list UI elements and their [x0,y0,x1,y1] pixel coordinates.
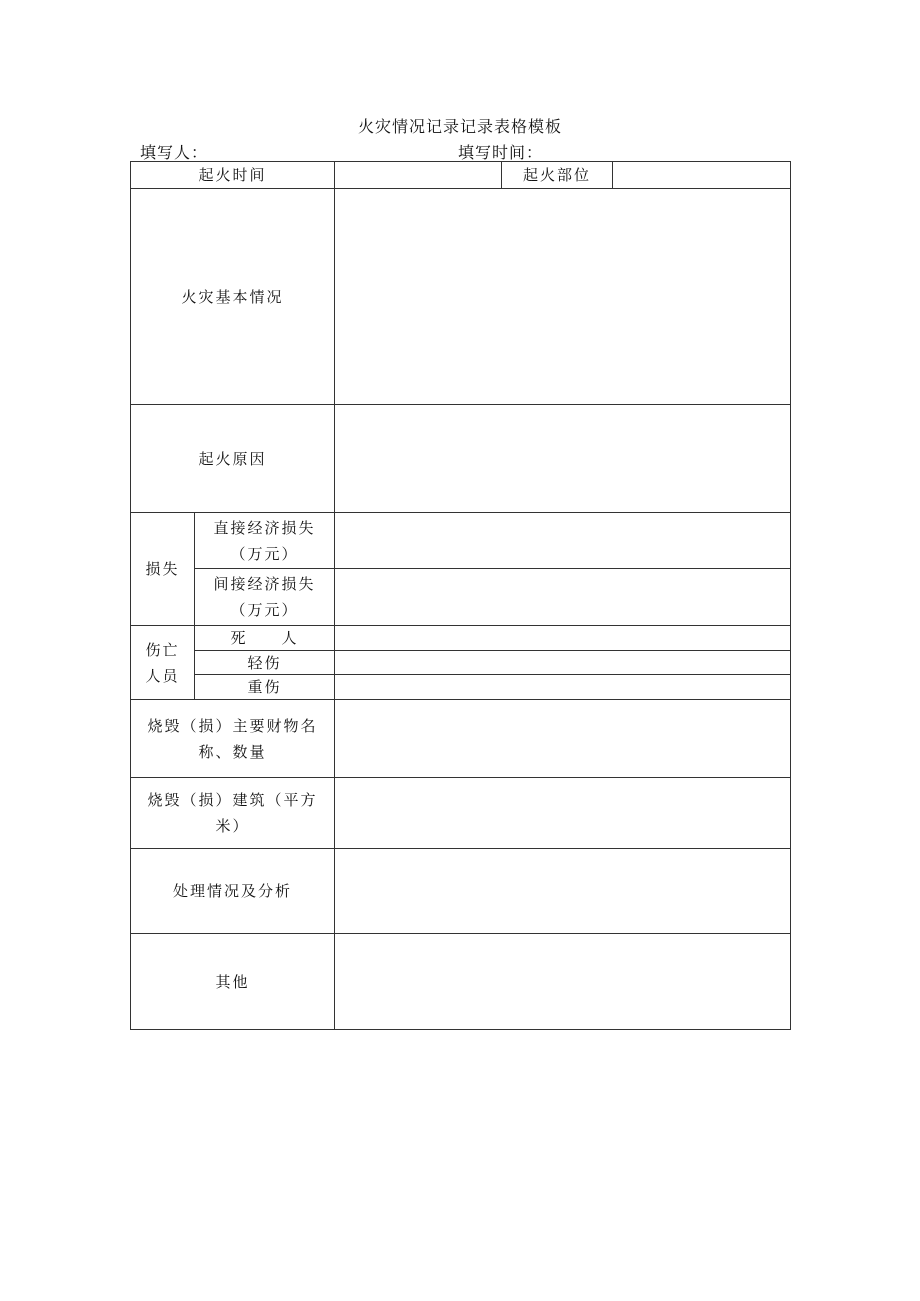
fire-time-label: 起火时间 [131,162,335,189]
row-indirect-loss [131,569,791,626]
burned-property-field[interactable] [335,700,791,778]
indirect-loss-label-text: 间接经济损失（万元） [213,575,316,619]
filler-label: 填写人： [140,143,209,162]
casualties-label-text: 伤亡人员 [145,640,180,685]
fill-time-label: 填写时间： [458,143,544,162]
minor-injury-label: 轻伤 [195,651,335,675]
fire-location-label: 起火部位 [502,162,613,189]
burned-building-label-text: 烧毁（损）建筑（平方米） [147,791,318,835]
direct-loss-label-text: 直接经济损失（万元） [213,518,316,563]
dead-field[interactable] [335,626,791,651]
other-field[interactable] [335,934,791,1030]
casualties-label [131,626,195,700]
fire-time-field[interactable] [335,162,502,189]
burned-building-field[interactable] [335,778,791,849]
row-dead [131,626,791,651]
row-direct-loss [131,513,791,569]
basic-situation-label: 火灾基本情况 [131,189,335,405]
fire-record-table [130,161,791,1030]
row-fire-time [131,162,791,189]
burned-property-label [131,700,335,778]
handling-field[interactable] [335,849,791,934]
minor-injury-field[interactable] [335,651,791,675]
other-label: 其他 [131,934,335,1030]
row-other [131,934,791,1030]
basic-situation-field[interactable] [335,189,791,405]
loss-label [131,513,195,626]
loss-label-text: 损失 [145,560,180,578]
fire-cause-label: 起火原因 [131,405,335,513]
burned-building-label [131,778,335,849]
dead-label: 死 人 [195,626,335,651]
handling-label: 处理情况及分析 [131,849,335,934]
document-title: 火灾情况记录记录表格模板 [357,117,562,136]
serious-injury-label: 重伤 [195,675,335,700]
serious-injury-field[interactable] [335,675,791,700]
row-burned-building [131,778,791,849]
fire-cause-field[interactable] [335,405,791,513]
row-minor-injury [131,651,791,675]
direct-loss-field[interactable] [335,513,791,569]
row-basic-situation [131,189,791,405]
row-handling [131,849,791,934]
indirect-loss-label [195,569,335,626]
burned-property-label-text: 烧毁（损）主要财物名称、数量 [147,716,318,761]
fire-location-field[interactable] [613,162,791,189]
row-burned-property [131,700,791,778]
row-serious-injury [131,675,791,700]
row-fire-cause [131,405,791,513]
indirect-loss-field[interactable] [335,569,791,626]
direct-loss-label [195,513,335,569]
